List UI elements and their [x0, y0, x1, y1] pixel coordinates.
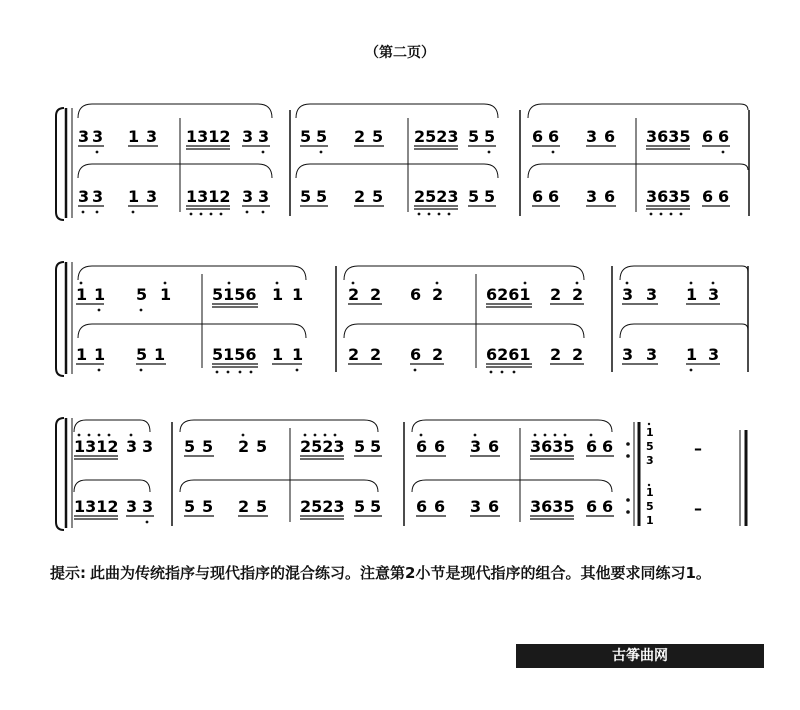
- slur: [528, 164, 748, 178]
- note: 3: [708, 345, 720, 364]
- octave-dot: [140, 309, 143, 312]
- note: 3: [622, 285, 634, 304]
- note-run: 3635: [530, 497, 575, 516]
- note: 2: [348, 345, 360, 364]
- slur: [296, 164, 498, 178]
- note: 1: [272, 285, 284, 304]
- note: 5: [316, 187, 328, 206]
- repeat-dot: [626, 454, 630, 458]
- note: 5: [484, 127, 496, 146]
- octave-dot: [418, 213, 421, 216]
- note: 5: [202, 437, 214, 456]
- note: 3: [126, 437, 138, 456]
- chord-note: 5: [646, 500, 654, 513]
- system-brace: [56, 262, 64, 376]
- note: 5: [372, 127, 384, 146]
- note-run: 2523: [300, 497, 345, 516]
- note: 1: [686, 345, 698, 364]
- octave-dot: [80, 282, 83, 285]
- system-brace: [56, 418, 64, 530]
- note: 2: [238, 497, 250, 516]
- note: 1: [76, 285, 88, 304]
- chord-note: 1: [646, 514, 654, 527]
- octave-dot: [216, 371, 219, 374]
- octave-dot: [262, 211, 265, 214]
- note: 2: [354, 127, 366, 146]
- note-run: 6261: [486, 285, 531, 304]
- note: 5: [184, 437, 196, 456]
- note-run: 6261: [486, 345, 531, 364]
- note: 2: [370, 285, 382, 304]
- note: 3: [92, 187, 104, 206]
- slur: [412, 420, 612, 432]
- octave-dot: [352, 282, 355, 285]
- note: 6: [602, 497, 614, 516]
- octave-dot: [690, 282, 693, 285]
- octave-dot: [420, 434, 423, 437]
- note-run: 1312: [186, 187, 231, 206]
- note: 5: [468, 187, 480, 206]
- note-run: 2523: [414, 127, 459, 146]
- slur: [180, 420, 378, 432]
- octave-dot: [146, 521, 149, 524]
- note: 5: [370, 437, 382, 456]
- slur: [74, 420, 150, 432]
- slur: [78, 104, 272, 118]
- octave-dot: [164, 282, 167, 285]
- slur: [620, 324, 748, 338]
- note: 6: [434, 437, 446, 456]
- note: 5: [256, 437, 268, 456]
- octave-dot: [228, 282, 231, 285]
- note: 6: [548, 127, 560, 146]
- sustain-dash: –: [694, 499, 702, 518]
- note: 5: [354, 497, 366, 516]
- note: 3: [146, 127, 158, 146]
- note: 5: [484, 187, 496, 206]
- octave-dot: [513, 371, 516, 374]
- slur: [344, 324, 584, 338]
- note: 5: [370, 497, 382, 516]
- note: 3: [646, 345, 658, 364]
- note: 2: [432, 285, 444, 304]
- note-run: 2523: [300, 437, 345, 456]
- note: 1: [154, 345, 166, 364]
- octave-dot: [448, 213, 451, 216]
- sustain-dash: –: [694, 439, 702, 458]
- note: 5: [354, 437, 366, 456]
- octave-dot: [660, 213, 663, 216]
- watermark-url: www.guzheng114.com: [551, 672, 729, 688]
- note: 3: [242, 187, 254, 206]
- octave-dot: [304, 434, 307, 437]
- note: 5: [136, 345, 148, 364]
- slur: [78, 164, 272, 178]
- note: 6: [410, 345, 422, 364]
- note: 6: [604, 127, 616, 146]
- octave-dot: [428, 213, 431, 216]
- note: 1: [128, 127, 140, 146]
- watermark-banner: [516, 644, 764, 688]
- repeat-dot: [626, 442, 630, 446]
- note: 5: [316, 127, 328, 146]
- octave-dot: [334, 434, 337, 437]
- note: 6: [718, 187, 730, 206]
- note: 6: [488, 437, 500, 456]
- note: 1: [76, 345, 88, 364]
- note: 5: [300, 127, 312, 146]
- octave-dot: [414, 369, 417, 372]
- note: 3: [142, 497, 154, 516]
- note-run: 5156: [212, 345, 257, 364]
- slur: [78, 324, 306, 338]
- octave-dot: [210, 213, 213, 216]
- octave-dot: [239, 371, 242, 374]
- repeat-dot: [626, 498, 630, 502]
- note: 2: [432, 345, 444, 364]
- note: 6: [604, 187, 616, 206]
- octave-dot: [132, 211, 135, 214]
- octave-dot: [96, 211, 99, 214]
- note: 2: [572, 345, 584, 364]
- note: 1: [272, 345, 284, 364]
- slur: [412, 480, 612, 492]
- octave-dot: [626, 282, 629, 285]
- note: 1: [160, 285, 172, 304]
- octave-dot: [242, 434, 245, 437]
- octave-dot: [648, 423, 650, 425]
- octave-dot: [534, 434, 537, 437]
- repeat-dot: [626, 510, 630, 514]
- octave-dot: [200, 213, 203, 216]
- note: 6: [532, 187, 544, 206]
- chord-note: 5: [646, 440, 654, 453]
- chord-note: 1: [646, 426, 654, 439]
- octave-dot: [490, 371, 493, 374]
- slur: [344, 266, 584, 280]
- octave-dot: [680, 213, 683, 216]
- note: 3: [708, 285, 720, 304]
- octave-dot: [98, 434, 101, 437]
- note-run: 3635: [530, 437, 575, 456]
- octave-dot: [474, 434, 477, 437]
- note: 5: [372, 187, 384, 206]
- octave-dot: [88, 434, 91, 437]
- octave-dot: [590, 434, 593, 437]
- octave-dot: [190, 213, 193, 216]
- note: 2: [370, 345, 382, 364]
- octave-dot: [108, 434, 111, 437]
- octave-dot: [554, 434, 557, 437]
- octave-dot: [98, 369, 101, 372]
- hint-text: 此曲为传统指序与现代指序的混合练习。注意第2小节是现代指序的组合。其他要求同练习1。: [90, 564, 711, 582]
- note: 3: [146, 187, 158, 206]
- note-run: 1312: [74, 497, 119, 516]
- note-run: 2523: [414, 187, 459, 206]
- octave-dot: [98, 309, 101, 312]
- octave-dot: [564, 434, 567, 437]
- note: 1: [128, 187, 140, 206]
- octave-dot: [324, 434, 327, 437]
- system-2: [56, 262, 748, 376]
- note-run: 5156: [212, 285, 257, 304]
- octave-dot: [140, 369, 143, 372]
- note: 3: [78, 187, 90, 206]
- slur: [296, 104, 498, 118]
- octave-dot: [690, 369, 693, 372]
- note: 3: [646, 285, 658, 304]
- note: 2: [348, 285, 360, 304]
- octave-dot: [250, 371, 253, 374]
- octave-dot: [276, 282, 279, 285]
- note: 3: [126, 497, 138, 516]
- system-3: [56, 418, 746, 530]
- chord-note: 1: [646, 486, 654, 499]
- note: 5: [184, 497, 196, 516]
- octave-dot: [722, 151, 725, 154]
- octave-dot: [296, 369, 299, 372]
- page-label: （第二页）: [365, 45, 435, 61]
- note: 1: [292, 345, 304, 364]
- note: 3: [258, 127, 270, 146]
- note: 3: [470, 437, 482, 456]
- note: 6: [702, 127, 714, 146]
- note: 6: [488, 497, 500, 516]
- note: 6: [702, 187, 714, 206]
- octave-dot: [712, 282, 715, 285]
- note-run: 3635: [646, 127, 691, 146]
- note: 3: [586, 127, 598, 146]
- octave-dot: [544, 434, 547, 437]
- note: 3: [92, 127, 104, 146]
- note: 2: [572, 285, 584, 304]
- slur: [78, 266, 306, 280]
- note: 6: [718, 127, 730, 146]
- octave-dot: [82, 211, 85, 214]
- note: 6: [548, 187, 560, 206]
- note-run: 1312: [74, 437, 119, 456]
- note: 2: [550, 345, 562, 364]
- octave-dot: [438, 213, 441, 216]
- octave-dot: [524, 282, 527, 285]
- note: 3: [242, 127, 254, 146]
- note-run: 3635: [646, 187, 691, 206]
- octave-dot: [78, 434, 81, 437]
- octave-dot: [488, 151, 491, 154]
- note: 5: [136, 285, 148, 304]
- note: 5: [300, 187, 312, 206]
- octave-dot: [436, 282, 439, 285]
- note: 2: [354, 187, 366, 206]
- slur: [620, 266, 748, 280]
- note: 6: [416, 437, 428, 456]
- octave-dot: [246, 211, 249, 214]
- chord-note: 3: [646, 454, 654, 467]
- note: 3: [622, 345, 634, 364]
- note: 1: [94, 345, 106, 364]
- note: 6: [532, 127, 544, 146]
- note: 3: [78, 127, 90, 146]
- octave-dot: [262, 151, 265, 154]
- octave-dot: [650, 213, 653, 216]
- note: 6: [602, 437, 614, 456]
- note: 6: [586, 497, 598, 516]
- octave-dot: [501, 371, 504, 374]
- octave-dot: [552, 151, 555, 154]
- note-run: 1312: [186, 127, 231, 146]
- note: 5: [468, 127, 480, 146]
- slur: [180, 480, 378, 492]
- hint-note: [50, 562, 780, 583]
- octave-dot: [576, 282, 579, 285]
- slur: [74, 480, 150, 492]
- note: 1: [686, 285, 698, 304]
- note: 2: [238, 437, 250, 456]
- octave-dot: [648, 484, 650, 486]
- octave-dot: [220, 213, 223, 216]
- note: 5: [202, 497, 214, 516]
- note: 6: [434, 497, 446, 516]
- system-1: [56, 104, 749, 220]
- note: 1: [292, 285, 304, 304]
- note: 5: [256, 497, 268, 516]
- slur: [528, 104, 748, 118]
- note: 6: [586, 437, 598, 456]
- note: 6: [410, 285, 422, 304]
- octave-dot: [320, 151, 323, 154]
- note: 1: [94, 285, 106, 304]
- octave-dot: [130, 434, 133, 437]
- note: 3: [258, 187, 270, 206]
- note: 6: [416, 497, 428, 516]
- note: 3: [142, 437, 154, 456]
- octave-dot: [96, 151, 99, 154]
- octave-dot: [670, 213, 673, 216]
- hint-label: 提示:: [50, 564, 86, 582]
- octave-dot: [314, 434, 317, 437]
- note: 2: [550, 285, 562, 304]
- watermark-site-name: 古筝曲网: [612, 648, 668, 664]
- system-brace: [56, 108, 64, 220]
- octave-dot: [227, 371, 230, 374]
- note: 3: [586, 187, 598, 206]
- note: 3: [470, 497, 482, 516]
